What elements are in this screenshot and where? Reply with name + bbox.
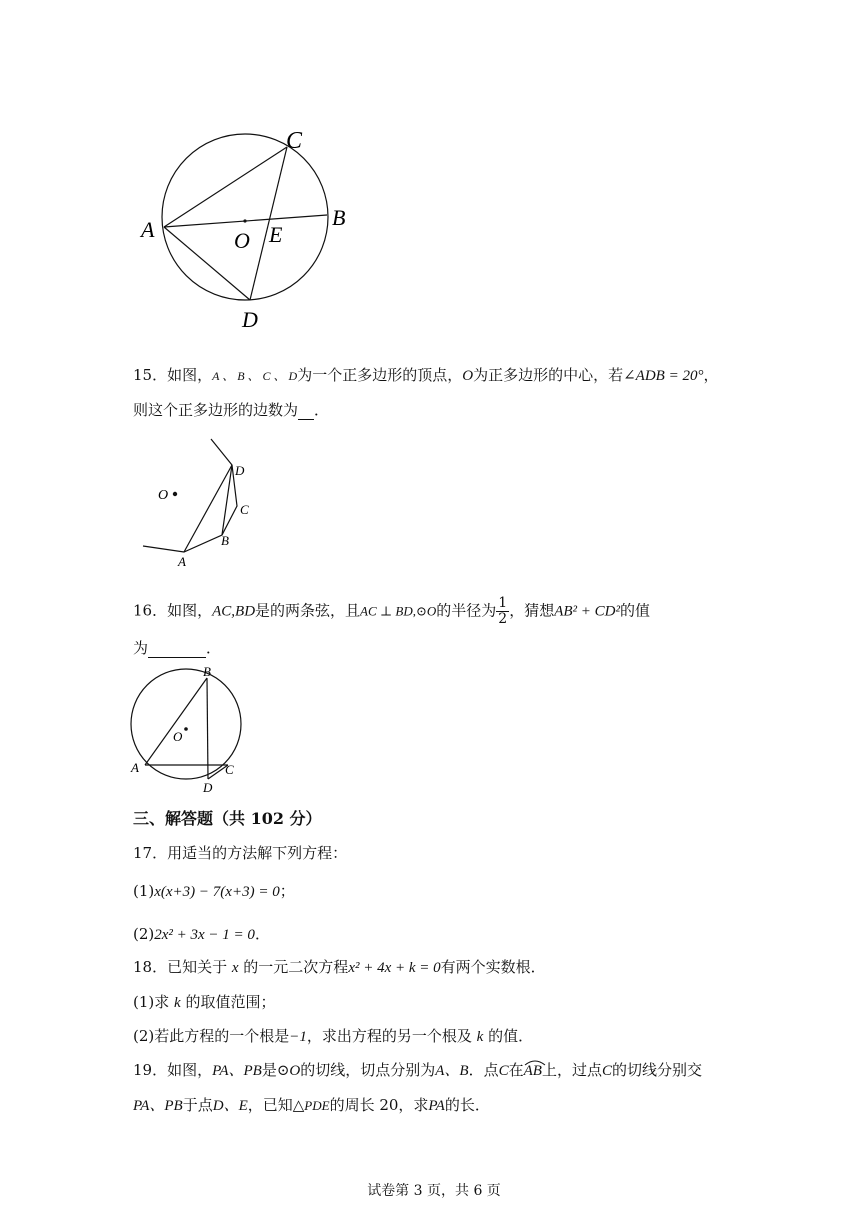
q19-o: O	[289, 1063, 301, 1079]
q17-p2-label: (2)	[133, 925, 155, 943]
label-b: B	[221, 533, 229, 548]
q19-c: C	[498, 1063, 509, 1079]
q19-papb: PA、PB	[212, 1063, 262, 1079]
q15-angle: ∠ADB = 20°	[623, 368, 704, 384]
q15-line2-end: ．	[314, 401, 330, 419]
section-title: 三、解答题（共 102 分）	[133, 809, 322, 828]
label-d: D	[235, 463, 245, 478]
q18-p2-a: (2)若此方程的一个根是	[133, 1027, 290, 1045]
q17-stem: 17．用适当的方法解下列方程：	[133, 844, 348, 862]
label-c: C	[286, 128, 303, 154]
label-a: A	[178, 554, 186, 569]
q17-p2-equation: 2x² + 3x − 1 = 0	[154, 927, 255, 943]
q15-points: A 、 B 、 C 、 D	[212, 369, 298, 383]
q16-text-e: 的值	[619, 601, 650, 620]
q16-line2-end: ．	[206, 639, 222, 657]
q18-p2-c: 的值．	[483, 1027, 534, 1045]
q16-text-d: ，猜想	[509, 601, 555, 620]
q19-pde: PDE	[304, 1098, 330, 1113]
q18-k1: k	[174, 995, 181, 1011]
q19-arc-label: AB	[523, 1063, 542, 1079]
q16-fraction	[496, 596, 509, 627]
q18-stem	[133, 956, 546, 977]
q16-line-2	[133, 637, 221, 658]
label-a: A	[141, 217, 155, 242]
label-d: D	[203, 780, 213, 795]
q19-line1-g: 的切线分别交	[611, 1061, 702, 1079]
label-e: E	[269, 222, 283, 247]
q16-chords: AC,BD	[212, 603, 256, 620]
q16-text-b: 是的两条弦，且	[255, 601, 361, 620]
q19-de: D、E	[212, 1098, 248, 1114]
q18-k2: k	[476, 1029, 484, 1045]
q17-p2-end: ．	[254, 925, 270, 943]
q17-p1-label: (1)	[133, 882, 155, 900]
q19-arc-ab	[524, 1063, 542, 1080]
q19-line1-b: 是⊙	[261, 1061, 290, 1079]
q16-perp: AC ⊥ BD,⊙O	[360, 603, 437, 619]
q18-p1-a: (1)求	[133, 993, 175, 1011]
q16-text-c: 的半径为	[436, 601, 497, 620]
q15-line-2	[133, 399, 329, 420]
q18-part1	[133, 991, 275, 1012]
q17-part1	[133, 880, 295, 901]
q15-line-1	[133, 364, 718, 385]
q15-line2-text: 则这个正多边形的边数为	[133, 401, 299, 419]
q15-answer-blank[interactable]	[298, 401, 314, 420]
q15-center: O	[462, 368, 474, 384]
q19-line1-c: 的切线，切点分别为	[300, 1061, 436, 1079]
q16-text-a: 如图，	[167, 601, 213, 620]
q16-frac-num: 1	[498, 595, 508, 611]
q16-answer-blank[interactable]	[148, 639, 206, 658]
q18-stem-c: 有两个实数根．	[440, 958, 546, 976]
q17-p1-equation: x(x+3) − 7(x+3) = 0	[154, 884, 280, 900]
label-o: O	[234, 228, 250, 253]
q18-x: x	[231, 960, 239, 976]
q17-p1-end: ；	[279, 882, 295, 900]
q19-line2-c: 的周长 20，求	[329, 1096, 429, 1114]
q16-line-1	[133, 596, 650, 627]
q16-line2-text: 为	[133, 639, 149, 657]
label-b: B	[332, 205, 346, 230]
q19-line1-a: 19．如图，	[133, 1061, 213, 1079]
q18-stem-b: 的一元二次方程	[238, 958, 349, 976]
label-o: O	[173, 729, 183, 744]
q19-line1-d: ．点	[468, 1061, 499, 1079]
q19-line2-a: 于点	[182, 1096, 213, 1114]
label-b: B	[203, 664, 211, 679]
label-d: D	[242, 307, 258, 332]
q19-line2-d: 的长．	[444, 1096, 490, 1114]
q18-root: −1	[289, 1029, 307, 1045]
q18-equation: x² + 4x + k = 0	[348, 960, 441, 976]
q19-line2-b: ，已知△	[247, 1096, 305, 1114]
label-o: O	[158, 488, 169, 503]
q15-text-a: 如图，	[167, 366, 213, 384]
q18-stem-a: 18．已知关于	[133, 958, 232, 976]
q19-line1-e: 在	[508, 1061, 524, 1079]
arc-symbol	[524, 1058, 546, 1066]
q16-expr: AB² + CD²	[554, 603, 620, 620]
q19-ab: A、B	[435, 1063, 469, 1079]
q15-text-b: 为一个正多边形的顶点，	[297, 366, 463, 384]
q18-part2	[133, 1025, 533, 1046]
q19-line-1	[133, 1059, 702, 1080]
q15-number: 15．	[133, 366, 168, 384]
q16-number: 16．	[133, 601, 168, 620]
q19-pa: PA	[428, 1098, 445, 1114]
q15-tail: ，	[703, 366, 719, 384]
q19-line-2	[133, 1094, 490, 1115]
label-a: A	[131, 760, 139, 775]
q16-frac-den: 2	[498, 611, 508, 627]
q18-p1-b: 的取值范围；	[180, 993, 276, 1011]
q18-p2-b: ，求出方程的另一个根及	[306, 1027, 477, 1045]
q19-line2-papb: PA、PB	[133, 1098, 183, 1114]
page-footer: 试卷第 3 页，共 6 页	[367, 1183, 501, 1199]
q19-line1-f: 上，过点	[541, 1061, 602, 1079]
label-c: C	[225, 762, 234, 777]
label-c: C	[240, 502, 249, 517]
q19-c2: C	[601, 1063, 612, 1079]
q15-text-c: 为正多边形的中心，若	[473, 366, 624, 384]
q17-part2	[133, 923, 270, 944]
figure-16-circle-diagram	[125, 662, 255, 797]
figure-15-polygon-diagram	[135, 435, 275, 575]
figure-14-circle-diagram	[135, 120, 365, 335]
